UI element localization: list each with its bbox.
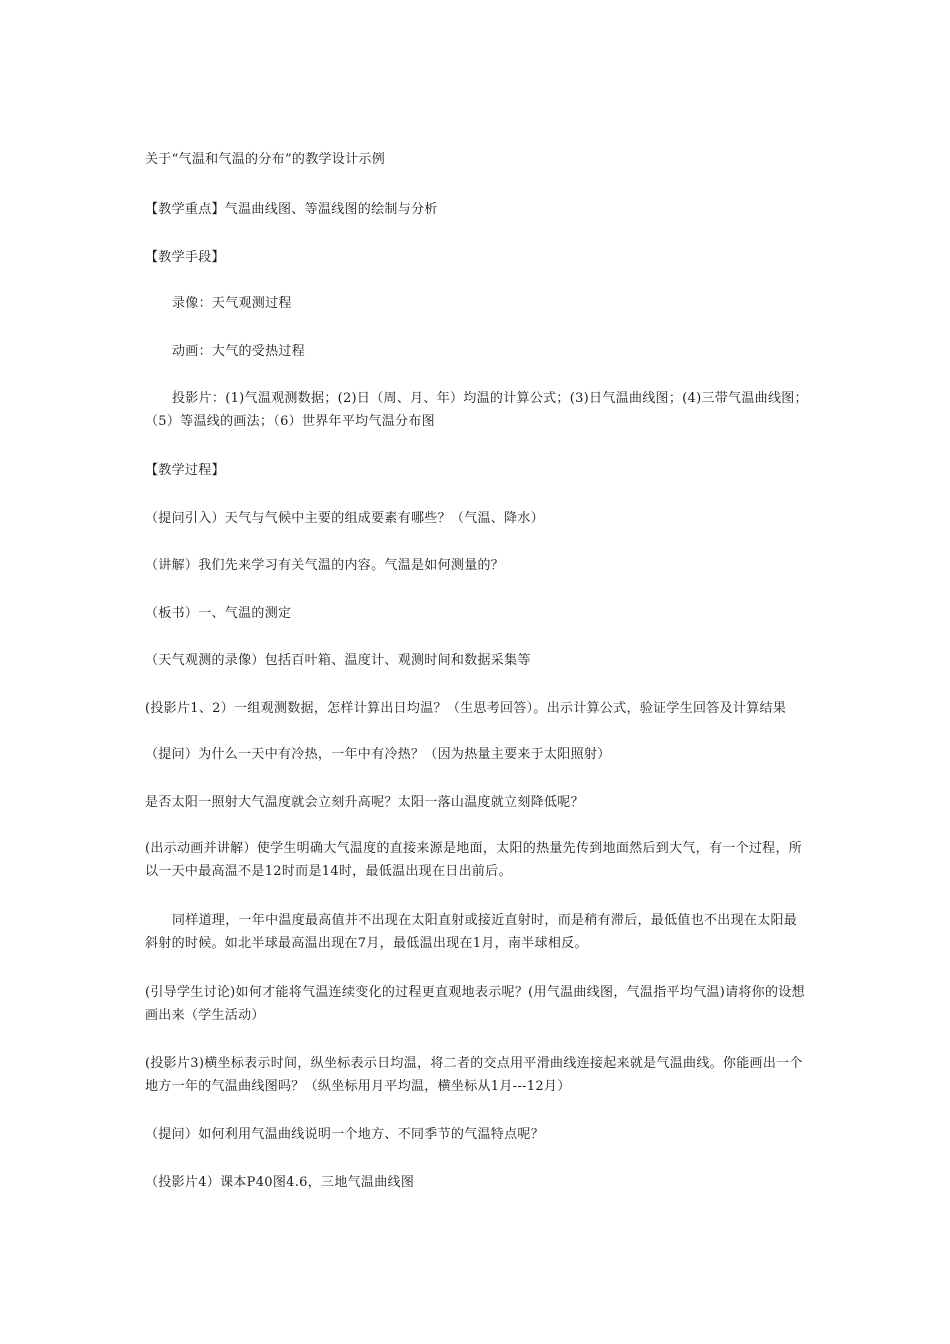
- paragraph: (引导学生讨论)如何才能将气温连续变化的过程更直观地表示呢？(用气温曲线图，气温指平均气温)请将你的设想画出来（学生活动）: [145, 985, 805, 1023]
- means-video: 录像：天气观测过程: [172, 296, 292, 311]
- paragraph: （提问）如何利用气温曲线说明一个地方、不同季节的气温特点呢？: [145, 1127, 545, 1142]
- means-animation: 动画：大气的受热过程: [172, 344, 306, 359]
- means-slides: 投影片：(1)气温观测数据；(2)日（周、月、年）均温的计算公式；(3)日气温曲线图；(4)三带气温曲线图；（5）等温线的画法；（6）世界年平均气温分布图: [145, 391, 808, 429]
- teaching-process-heading: 【教学过程】: [145, 463, 225, 478]
- paragraph: 同样道理，一年中温度最高值并不出现在太阳直射或接近直射时，而是稍有滞后，最低值也不出现在太阳最斜射的时候。如北半球最高温出现在7月，最低温出现在1月，南半球相反。: [145, 913, 798, 951]
- paragraph: （提问）为什么一天中有冷热，一年中有冷热？（因为热量主要来于太阳照射）: [145, 747, 611, 762]
- document-title: 关于“气温和气温的分布”的教学设计示例: [145, 152, 385, 167]
- paragraph: （讲解）我们先来学习有关气温的内容。气温是如何测量的？: [145, 558, 505, 573]
- teaching-focus: 【教学重点】气温曲线图、等温线图的绘制与分析: [145, 202, 438, 217]
- paragraph: （提问引入）天气与气候中主要的组成要素有哪些？（气温、降水）: [145, 511, 545, 526]
- paragraph: （板书）一、气温的测定: [145, 606, 292, 621]
- teaching-means-heading: 【教学手段】: [145, 250, 225, 265]
- paragraph: （天气观测的录像）包括百叶箱、温度计、观测时间和数据采集等: [145, 653, 531, 668]
- paragraph: （投影片4）课本P40图4.6，三地气温曲线图: [145, 1175, 415, 1190]
- paragraph: (出示动画并讲解）使学生明确大气温度的直接来源是地面，太阳的热量先传到地面然后到大气，有一个过程，所以一天中最高温不是12时而是14时，最低温出现在日出前后。: [145, 841, 803, 879]
- paragraph: (投影片1、2）一组观测数据，怎样计算出日均温？（生思考回答）。出示计算公式，验证学生回答及计算结果: [145, 701, 787, 716]
- paragraph: (投影片3)横坐标表示时间，纵坐标表示日均温，将二者的交点用平滑曲线连接起来就是气温曲线。你能画出一个地方一年的气温曲线图吗？（纵坐标用月平均温，横坐标从1月---12月）: [145, 1056, 803, 1094]
- paragraph: 是否太阳一照射大气温度就会立刻升高呢？太阳一落山温度就立刻降低呢？: [145, 795, 584, 810]
